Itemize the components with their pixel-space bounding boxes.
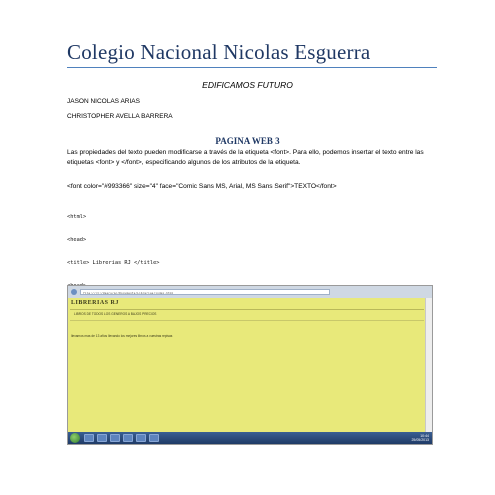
taskbar-app-icon (136, 434, 146, 442)
taskbar-app-icon (123, 434, 133, 442)
taskbar-app-icon (149, 434, 159, 442)
address-bar: file:///C:/Users/pc/Documents/Librerias/index.html (80, 289, 330, 295)
start-icon (70, 433, 80, 443)
rendered-page (68, 298, 426, 432)
code-line: <html> (67, 214, 87, 221)
code-line: <head> (67, 236, 87, 243)
title-divider (67, 67, 437, 68)
back-icon (71, 289, 77, 295)
scrollbar (425, 298, 432, 432)
document-subtitle: EDIFICAMOS FUTURO (202, 80, 293, 90)
rendered-line-2: llevamos mas de 13 años llevando los mejores libros a vuestras repisas (71, 334, 173, 338)
document-title: Colegio Nacional Nicolas Esguerra (67, 40, 371, 64)
browser-screenshot (67, 285, 433, 445)
rendered-line-1: LIBROS DE TODOS LOS GENEROS A BAJOS PRECIOS (74, 312, 157, 316)
taskbar-app-icon (84, 434, 94, 442)
taskbar-app-icon (110, 434, 120, 442)
section-title: PAGINA WEB 3 (215, 136, 280, 146)
code-line: <title> Librerias RJ </title> (67, 259, 160, 266)
rendered-heading: LIBRERIAS RJ (71, 300, 119, 306)
rendered-rule (70, 320, 424, 321)
author-2: CHRISTOPHER AVELLA BARRERA (67, 113, 173, 120)
system-clock (411, 434, 429, 442)
font-tag-example: <font color="#993366" size="4" face="Comic Sans MS, Arial, MS Sans Serif">TEXTO</font> (67, 183, 337, 190)
rendered-rule (70, 309, 424, 310)
author-1: JASON NICOLAS ARIAS (67, 98, 140, 105)
intro-paragraph: Las propiedades del texto pueden modificarse a través de la etiqueta <font>. Para ello, podemos insertar el texto entre las etiquetas <font> y </font>, especificando algunos de los atributos de la etiqueta. (67, 149, 424, 166)
clock-time: 10:44 (420, 434, 429, 438)
clock-date: 25/05/2013 (411, 438, 429, 442)
taskbar (68, 432, 432, 444)
taskbar-app-icon (97, 434, 107, 442)
